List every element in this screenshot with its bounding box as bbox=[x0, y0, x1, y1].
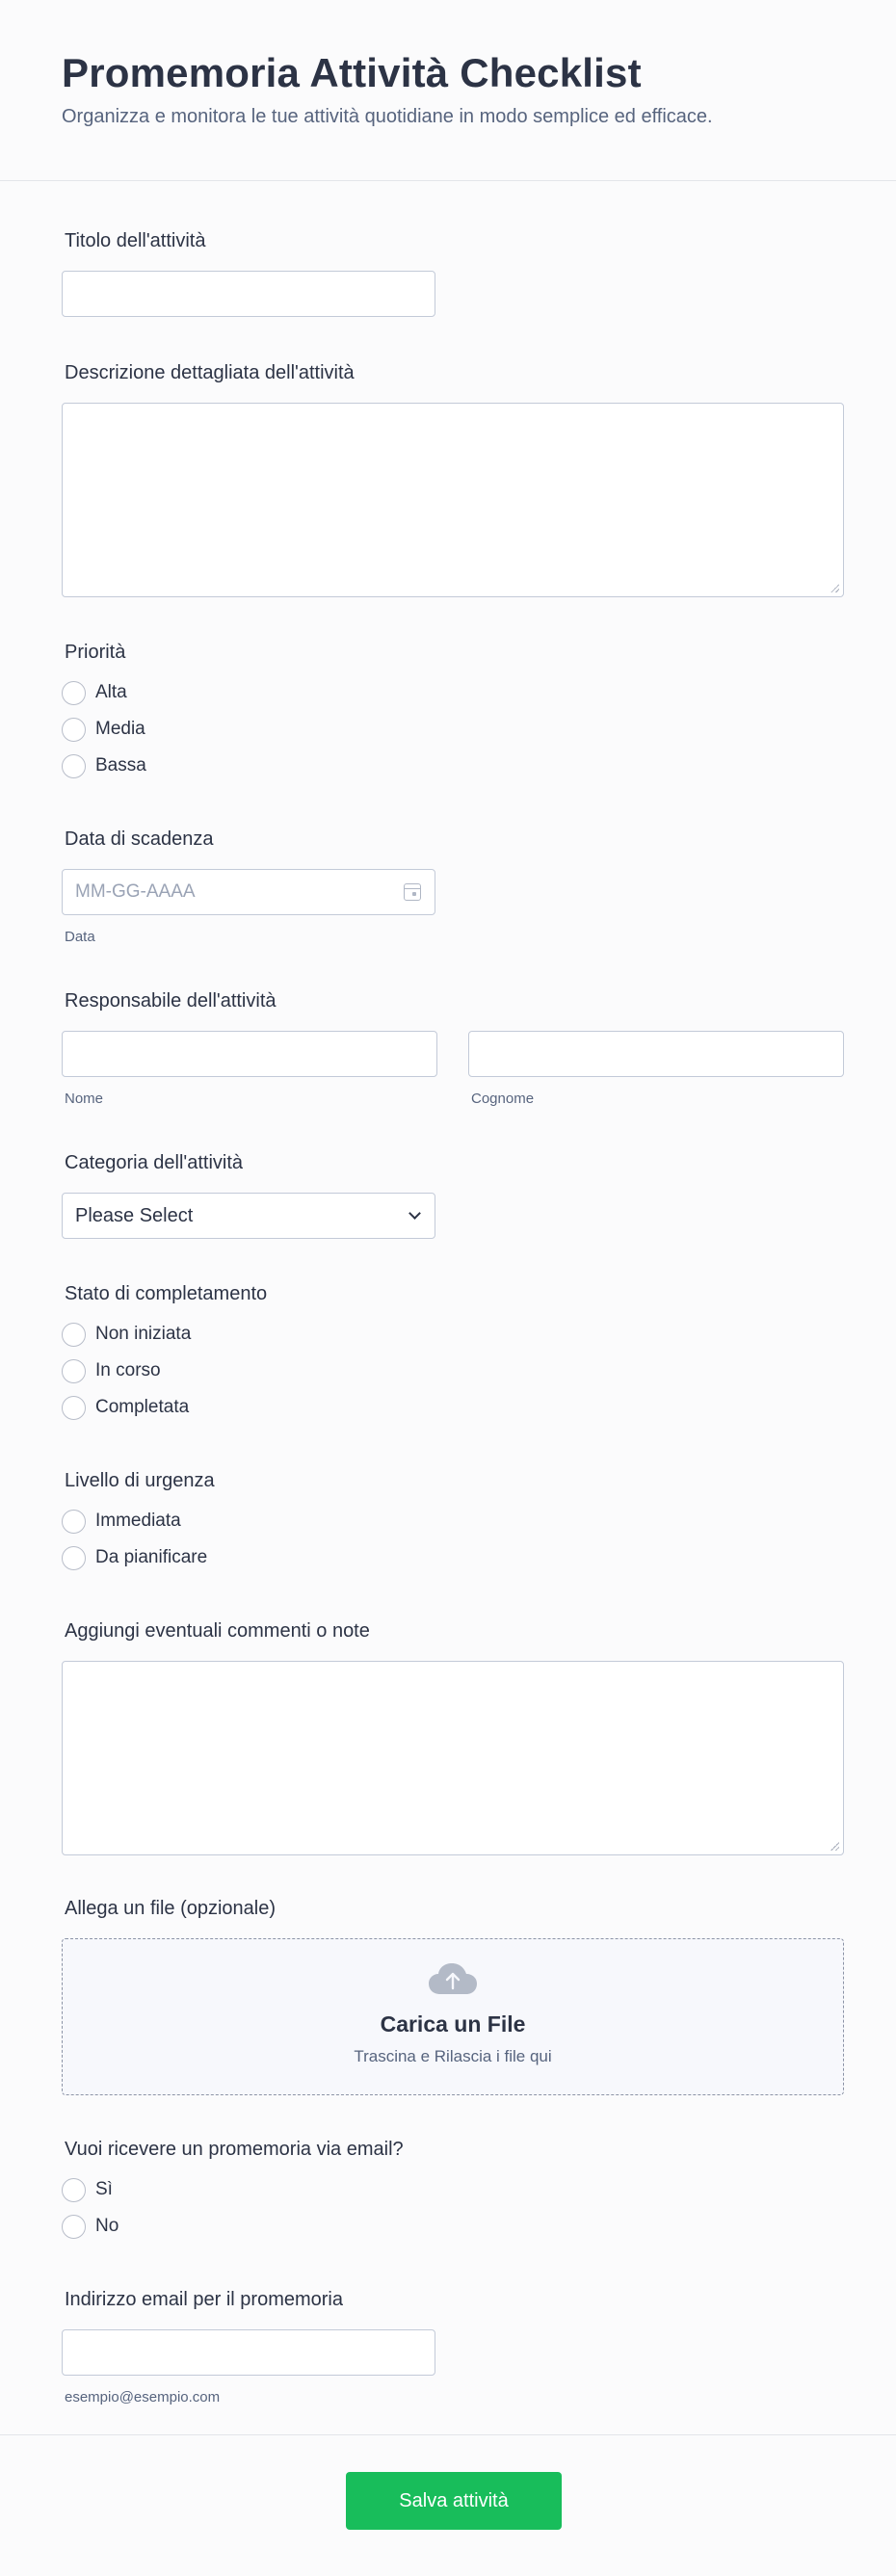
category-label: Categoria dell'attività bbox=[65, 1152, 244, 1173]
field-priority bbox=[62, 638, 844, 784]
email-input[interactable] bbox=[62, 2329, 435, 2376]
radio-label: Completata bbox=[95, 1397, 190, 1417]
email-reminder-option-no[interactable] bbox=[62, 2208, 844, 2245]
urgency-option-immediata[interactable] bbox=[62, 1503, 844, 1539]
email-label: Indirizzo email per il promemoria bbox=[65, 2289, 343, 2310]
radio-label: Non iniziata bbox=[95, 1324, 192, 1344]
field-title bbox=[62, 226, 844, 317]
radio-label: In corso bbox=[95, 1360, 161, 1380]
last-name-sublabel: Cognome bbox=[471, 1091, 535, 1107]
radio-label: Immediata bbox=[95, 1511, 181, 1531]
calendar-icon[interactable] bbox=[404, 883, 421, 901]
attachment-label: Allega un file (opzionale) bbox=[65, 1898, 277, 1919]
file-upload-dropzone[interactable] bbox=[62, 1938, 844, 2095]
comments-textarea[interactable] bbox=[62, 1661, 844, 1855]
category-selected-value: Please Select bbox=[75, 1204, 194, 1226]
priority-label: Priorità bbox=[65, 642, 126, 663]
field-due-date bbox=[62, 825, 844, 945]
save-task-button[interactable]: Salva attività bbox=[346, 2472, 562, 2530]
upload-subtitle: Trascina e Rilascia i file qui bbox=[354, 2047, 552, 2065]
page-title: Promemoria Attività Checklist bbox=[62, 50, 642, 95]
cloud-upload-icon bbox=[428, 1962, 478, 1995]
title-label: Titolo dell'attività bbox=[65, 230, 206, 251]
urgency-option-da-pianificare[interactable] bbox=[62, 1539, 844, 1576]
due-date-placeholder: MM-GG-AAAA bbox=[75, 881, 196, 902]
first-name-sublabel: Nome bbox=[65, 1091, 104, 1107]
radio-button[interactable] bbox=[62, 1546, 86, 1570]
status-label: Stato di completamento bbox=[65, 1283, 268, 1304]
radio-label: Bassa bbox=[95, 755, 146, 775]
status-option-in-corso[interactable] bbox=[62, 1353, 844, 1389]
title-input[interactable] bbox=[62, 271, 435, 317]
radio-button[interactable] bbox=[62, 2178, 86, 2202]
upload-title: Carica un File bbox=[380, 2011, 526, 2037]
field-comments bbox=[62, 1617, 844, 1855]
field-status bbox=[62, 1279, 844, 1426]
field-owner bbox=[62, 986, 844, 1107]
field-category bbox=[62, 1148, 844, 1239]
status-option-non-iniziata[interactable] bbox=[62, 1316, 844, 1353]
priority-option-media[interactable] bbox=[62, 711, 844, 748]
field-attachment bbox=[62, 1894, 844, 2095]
radio-button[interactable] bbox=[62, 681, 86, 705]
status-option-completata[interactable] bbox=[62, 1389, 844, 1426]
description-textarea[interactable] bbox=[62, 403, 844, 597]
due-date-label: Data di scadenza bbox=[65, 828, 214, 850]
priority-option-bassa[interactable] bbox=[62, 748, 844, 784]
category-select[interactable] bbox=[62, 1193, 435, 1239]
form-header bbox=[0, 0, 896, 181]
radio-label: Da pianificare bbox=[95, 1547, 208, 1567]
field-email-reminder bbox=[62, 2135, 844, 2245]
email-reminder-label: Vuoi ricevere un promemoria via email? bbox=[65, 2139, 404, 2160]
radio-button[interactable] bbox=[62, 1510, 86, 1534]
description-label: Descrizione dettagliata dell'attività bbox=[65, 362, 355, 383]
radio-button[interactable] bbox=[62, 1359, 86, 1383]
due-date-input[interactable] bbox=[62, 869, 435, 915]
radio-button[interactable] bbox=[62, 1396, 86, 1420]
due-date-sublabel: Data bbox=[65, 929, 95, 945]
radio-button[interactable] bbox=[62, 718, 86, 742]
page-subtitle: Organizza e monitora le tue attività quotidiane in modo semplice ed efficace. bbox=[62, 106, 713, 127]
last-name-input[interactable] bbox=[468, 1031, 844, 1077]
resize-handle-icon[interactable] bbox=[830, 583, 839, 592]
resize-handle-icon[interactable] bbox=[830, 1841, 839, 1851]
comments-label: Aggiungi eventuali commenti o note bbox=[65, 1620, 370, 1642]
field-urgency bbox=[62, 1466, 844, 1576]
urgency-label: Livello di urgenza bbox=[65, 1470, 215, 1491]
radio-label: No bbox=[95, 2216, 119, 2236]
radio-button[interactable] bbox=[62, 1323, 86, 1347]
radio-label: Sì bbox=[95, 2179, 113, 2199]
form-footer bbox=[0, 2434, 896, 2576]
radio-label: Alta bbox=[95, 682, 127, 702]
radio-label: Media bbox=[95, 719, 145, 739]
chevron-down-icon bbox=[408, 1207, 421, 1220]
radio-button[interactable] bbox=[62, 754, 86, 778]
radio-button[interactable] bbox=[62, 2215, 86, 2239]
first-name-input[interactable] bbox=[62, 1031, 437, 1077]
owner-label: Responsabile dell'attività bbox=[65, 990, 277, 1012]
field-description bbox=[62, 358, 844, 597]
priority-option-alta[interactable] bbox=[62, 674, 844, 711]
email-sublabel: esempio@esempio.com bbox=[65, 2389, 221, 2405]
email-reminder-option-si[interactable] bbox=[62, 2171, 844, 2208]
field-email bbox=[62, 2285, 844, 2405]
